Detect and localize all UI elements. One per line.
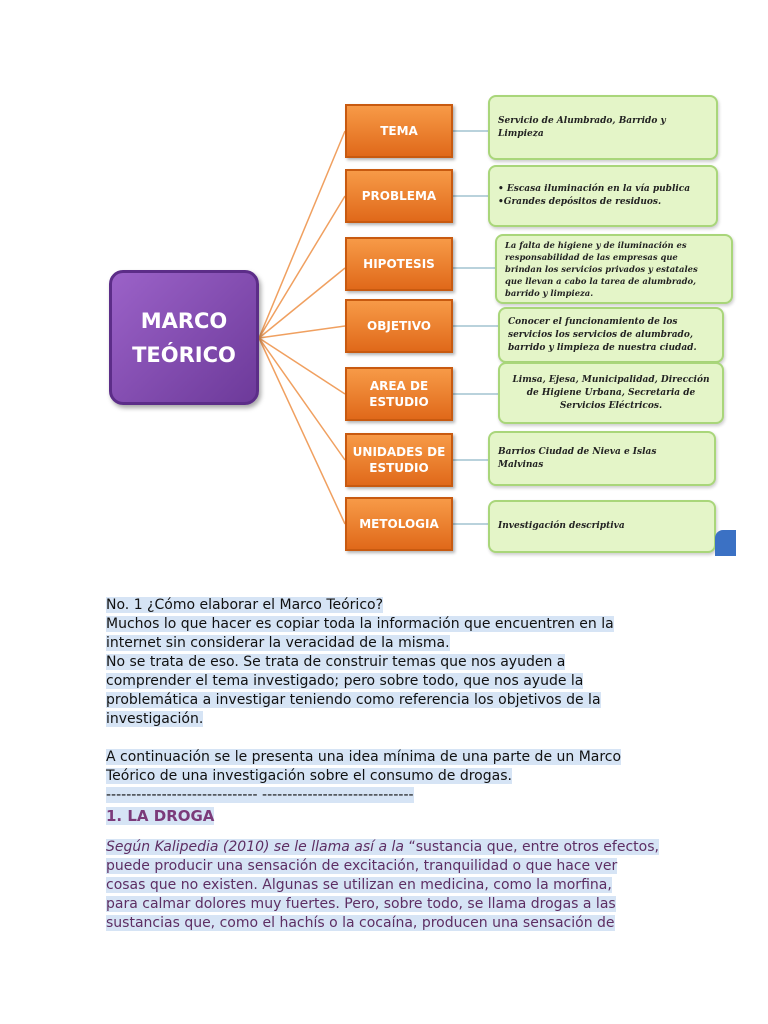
connector-line [259, 131, 345, 338]
paragraph-intro [106, 596, 666, 729]
quote-intro: Según Kalipedia (2010) se le llama así a la [106, 839, 409, 855]
content-node-objetivo [498, 307, 724, 363]
category-node-metologia [345, 497, 453, 551]
text-line: internet sin considerar la veracidad de la misma. [106, 635, 450, 651]
text-line: comprender el tema investigado; pero sobre todo, que nos ayude la [106, 673, 584, 689]
separator-left: ------------------------------ [106, 787, 258, 803]
text-line: A continuación se le presenta una idea mínima de una parte de un Marco [106, 749, 622, 765]
text-line: No se trata de eso. Se trata de construir temas que nos ayuden a [106, 654, 566, 670]
decorative-corner [715, 530, 736, 556]
text-line: puede producir una sensación de excitación, tranquilidad o que hace ver [106, 858, 618, 874]
content-node-unidades-de-estudio [488, 431, 716, 486]
paragraph-continuation [106, 748, 666, 805]
section-heading-text: 1. LA DROGA [106, 807, 215, 825]
content-node-metologia [488, 500, 716, 553]
text-line: cosas que no existen. Algunas se utilizan en medicina, como la morfina, [106, 877, 612, 893]
text-line: Teórico de una investigación sobre el consumo de drogas. [106, 768, 512, 784]
text-line: sustancias que, como el hachís o la cocaína, producen una sensación de [106, 915, 615, 931]
section-heading [106, 807, 666, 826]
category-label: TEMA [380, 124, 418, 138]
text-line: No. 1 ¿Cómo elaborar el Marco Teórico? [106, 597, 384, 613]
separator-line [106, 786, 666, 805]
marco-teorico-diagram [103, 88, 736, 560]
connector-line [259, 338, 345, 460]
category-label: OBJETIVO [367, 319, 431, 333]
content-node-tema [488, 95, 718, 160]
category-label: PROBLEMA [361, 189, 437, 203]
category-node-area-de-estudio [345, 367, 453, 421]
category-node-tema [345, 104, 453, 158]
root-node-marco-teorico [109, 270, 259, 405]
text-line: Muchos lo que hacer es copiar toda la información que encuentren en la [106, 616, 614, 632]
category-node-unidades-de-estudio [345, 433, 453, 487]
content-text: Conocer el funcionamiento de los servicios los servicios de alumbrado, barrido y limpieza de nuestra ciudad. [508, 316, 697, 353]
category-label: HIPOTESIS [363, 257, 435, 271]
content-text: Barrios Ciudad de Nieva e Islas Malvinas [498, 446, 657, 470]
category-node-objetivo [345, 299, 453, 353]
connector-line [259, 196, 345, 338]
category-node-problema [345, 169, 453, 223]
category-label: UNIDADES DE ESTUDIO [352, 445, 446, 475]
text-line: “sustancia que, entre otros efectos, [408, 839, 659, 855]
text-line: investigación. [106, 711, 204, 727]
category-label: METOLOGIA [359, 517, 439, 531]
content-node-hipotesis [495, 234, 733, 304]
content-text: La falta de higiene y de iluminación es responsabilidad de las empresas que brindan los servicios privados y estatales que llevan a cabo la tarea de alumbrado, barrido y limpieza. [505, 240, 698, 298]
root-node-label: MARCO TEÓRICO [132, 308, 236, 367]
category-label: AREA DE ESTUDIO [369, 379, 429, 409]
content-text: Limsa, Ejesa, Municipalidad, Dirección de Higiene Urbana, Secretaria de Servicios Eléctricos. [512, 374, 710, 411]
separator-right: ------------------------------ [262, 787, 414, 803]
content-text: • Escasa iluminación en la vía publica •Grandes depósitos de residuos. [498, 184, 691, 207]
text-line: problemática a investigar teniendo como referencia los objetivos de la [106, 692, 601, 708]
content-node-problema [488, 165, 718, 227]
content-text: Investigación descriptiva [498, 521, 625, 531]
text-line: para calmar dolores muy fuertes. Pero, sobre todo, se llama drogas a las [106, 896, 616, 912]
paragraph-quote [106, 838, 666, 933]
content-text: Servicio de Alumbrado, Barrido y Limpieza [498, 115, 666, 139]
content-node-area-de-estudio [498, 362, 724, 424]
document-body [106, 596, 666, 933]
category-node-hipotesis [345, 237, 453, 291]
